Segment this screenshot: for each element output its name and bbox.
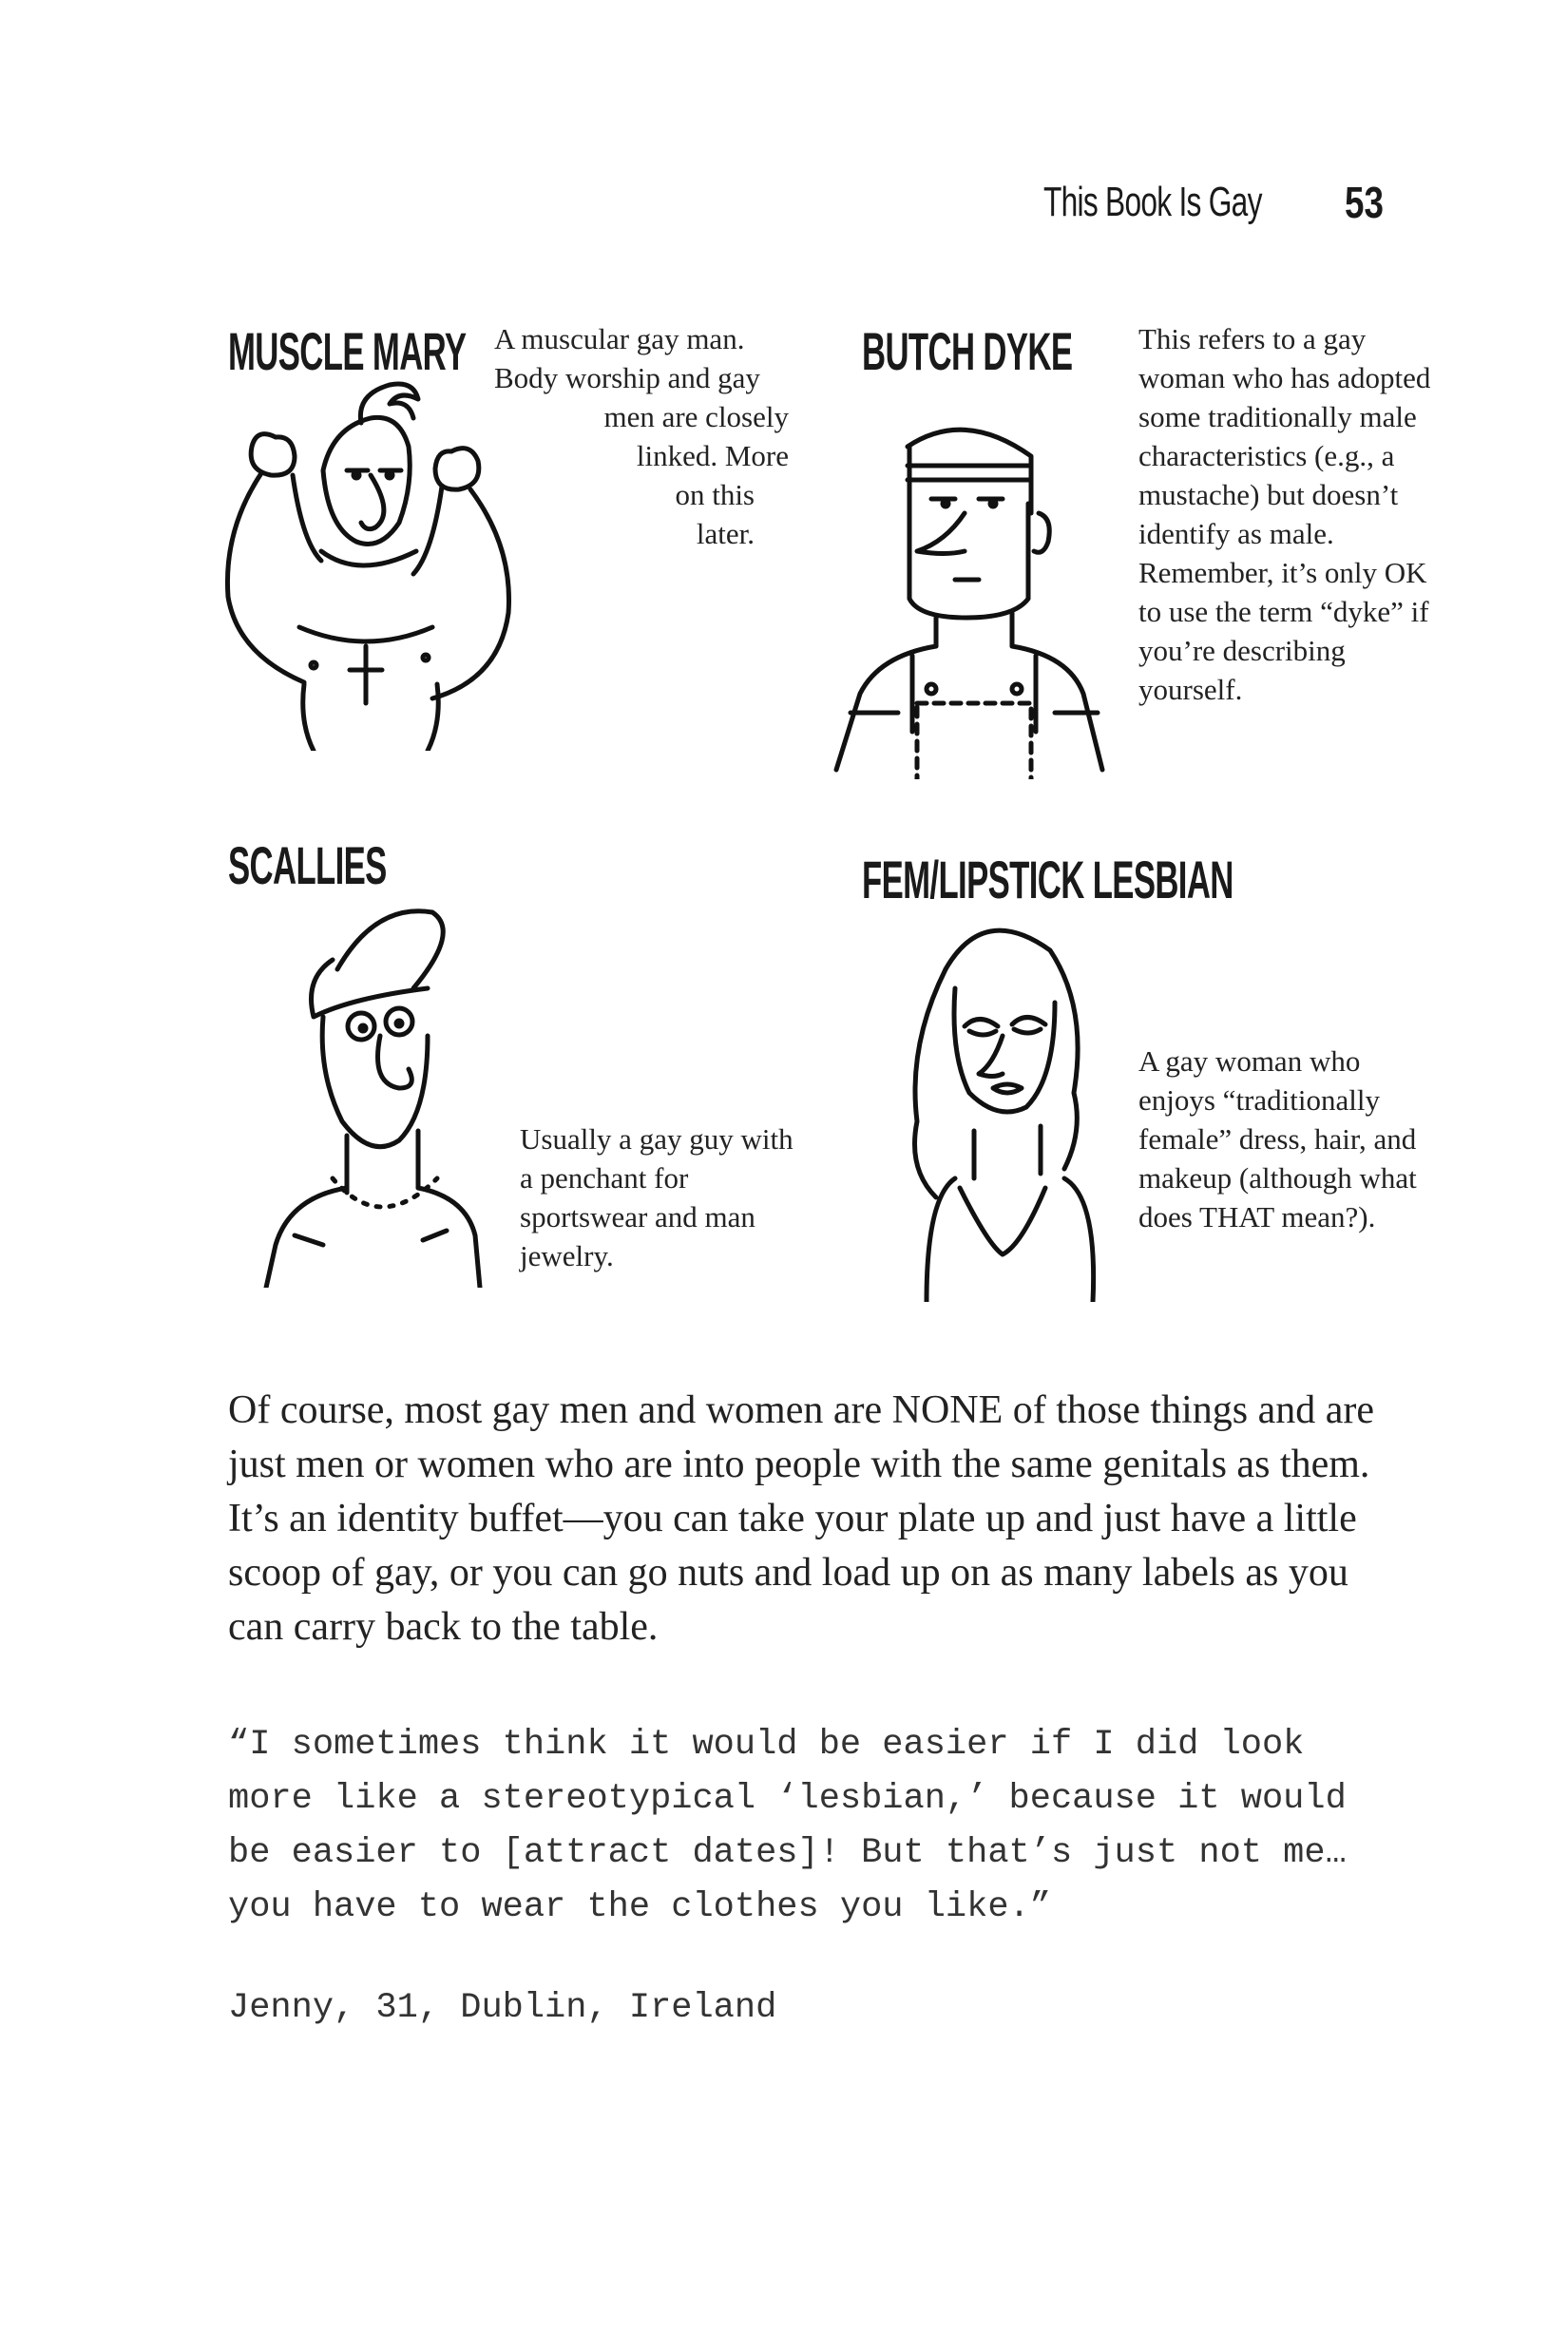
- term-definition: Usually a gay guy with a penchant for sportswear and man jewelry.: [520, 1122, 794, 1272]
- book-title: This Book Is Gay: [1043, 179, 1262, 225]
- term-definition: This refers to a gay woman who has adopted some traditionally male characteristics (e.g., a mustache) but doesn’t identify as male. Remember, it’s only OK to use the term “dyke” if you’re describing yourself.: [1138, 322, 1431, 706]
- term-heading: SCALLIES: [228, 835, 387, 895]
- butch-dyke-illustration: [822, 418, 1107, 779]
- term-heading: FEM/LIPSTICK LESBIAN: [862, 850, 1233, 909]
- quote-text: “I sometimes think it would be easier if I did look more like a stereotypical ‘lesbian,’ because it would be easier to [attract dates]! But that’s just not me…you have to wear the clothes you like.”: [228, 1725, 1347, 1927]
- quote-attribution: Jenny, 31, Dublin, Ireland: [228, 1988, 777, 2028]
- term-definition: [494, 319, 808, 553]
- scallies-illustration: [257, 903, 494, 1288]
- definition-line: Body worship and gay: [494, 361, 760, 394]
- body-paragraph: Of course, most gay men and women are NONE of those things and are just men or women who are into people with the same genitals as them. It’s an identity buffet—you can take your plate up and just have a little scoop of gay, or you can go nuts and load up on as many labels as you can carry back to the table.: [228, 1388, 1375, 1649]
- muscle-mary-illustration: [209, 380, 513, 751]
- term-definition: A gay woman who enjoys “traditionally female” dress, hair, and makeup (although what does THAT mean?).: [1138, 1044, 1417, 1233]
- term-heading: MUSCLE MARY: [228, 321, 467, 381]
- definition-line: linked. More: [636, 439, 789, 472]
- definition-line: on this: [675, 478, 755, 511]
- term-heading: BUTCH DYKE: [862, 321, 1073, 381]
- definition-line: A muscular gay man.: [494, 322, 745, 355]
- definition-line: men are closely: [603, 400, 789, 433]
- definition-line: later.: [696, 517, 755, 550]
- page-number: 53: [1345, 178, 1384, 227]
- fem-lesbian-illustration: [889, 912, 1102, 1302]
